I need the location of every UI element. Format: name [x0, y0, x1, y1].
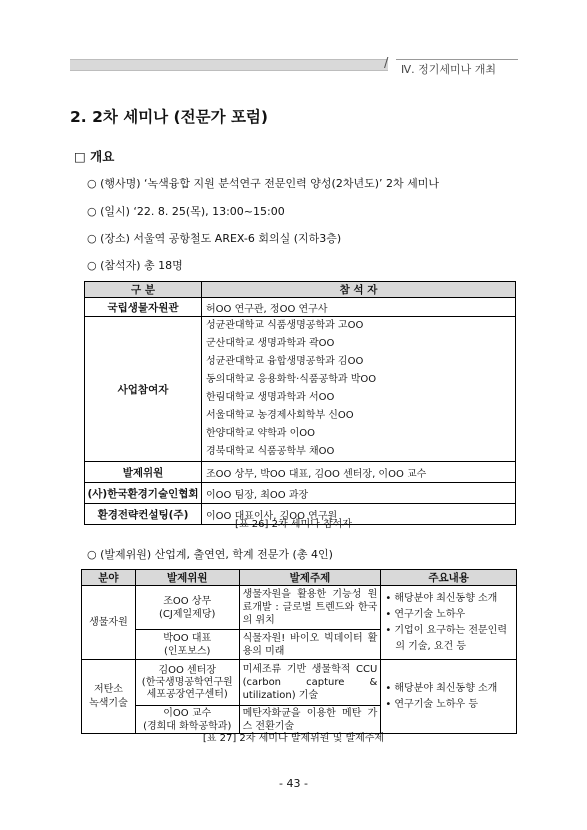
header-line	[396, 59, 518, 60]
subsection-title: □ 개요	[74, 149, 115, 164]
section-title: 2. 2차 세미나 (전문가 포럼)	[70, 108, 268, 126]
presenter-cell: 박OO 대표 (인포보스)	[135, 630, 239, 660]
presenter-cell: 조OO 상무 (CJ제일제당)	[135, 586, 239, 630]
attendee-cell: 이OO 팀장, 최OO 과장	[202, 483, 516, 504]
org-cell: 발제위원	[85, 462, 202, 483]
table-header: 발제위원	[135, 570, 239, 586]
org-cell: (사)한국환경기술인협회	[85, 483, 202, 504]
topic-cell: 메탄자화균을 이용한 메탄 가스 전환기술	[239, 706, 381, 734]
bullet-attendees: ○ (참석자) 총 18명	[87, 259, 183, 272]
header-divider: /	[384, 56, 389, 71]
header-bar	[70, 59, 388, 71]
field-cell: 생물자원	[82, 586, 136, 660]
list-item: 한양대학교 약학과 이OO	[206, 428, 316, 439]
attendees-table	[84, 281, 516, 525]
presenter-cell: 이OO 교수 (경희대 화학공학과)	[135, 706, 239, 734]
bullet-venue: ○ (장소) 서울역 공항철도 AREX-6 회의실 (지하3층)	[87, 232, 342, 245]
presenters-intro: ○ (발제위원) 산업계, 출연연, 학계 전문가 (총 4인)	[87, 548, 333, 561]
attendee-list	[202, 317, 516, 462]
list-item: 한림대학교 생명과학과 서OO	[206, 392, 335, 403]
list-item: • 연구기술 노하우	[385, 608, 466, 620]
list-item: 성균관대학교 융합생명공학과 김OO	[206, 356, 364, 367]
list-item: 군산대학교 생명과학과 곽OO	[206, 338, 335, 349]
table-caption: [표 26] 2차 세미나 참석자	[235, 519, 352, 530]
attendee-cell: 허OO 연구관, 정OO 연구사	[202, 298, 516, 317]
bullet-date: ○ (일시) ‘22. 8. 25(목), 13:00~15:00	[87, 205, 285, 218]
topic-cell: 생물자원을 활용한 기능성 원료개발 : 글로벌 트렌드와 한국의 위치	[239, 586, 381, 630]
table-caption: [표 27] 2차 세미나 발제위원 및 발제주제	[202, 733, 385, 744]
presenter-cell: 김OO 센터장 (한국생명공학연구원 세포공장연구센터)	[135, 660, 239, 706]
org-cell: 사업참여자	[85, 317, 202, 462]
attendee-cell: 조OO 상무, 박OO 대표, 김OO 센터장, 이OO 교수	[202, 462, 516, 483]
list-item: • 해당분야 최신동향 소개	[385, 592, 498, 604]
list-item: 경북대학교 식품공학부 채OO	[206, 446, 335, 457]
table-header: 주요내용	[381, 570, 517, 586]
content-cell	[381, 586, 517, 660]
org-cell: 환경전략컨설팅(주)	[85, 504, 202, 525]
content-cell	[381, 660, 517, 734]
table-header: 참 석 자	[202, 282, 516, 298]
org-cell: 국립생물자원관	[85, 298, 202, 317]
table-header: 분야	[82, 570, 136, 586]
topic-cell: 미세조류 기반 생물학적 CCU (carbon capture & utilization) 기술	[239, 660, 381, 706]
field-cell: 저탄소 녹색기술	[82, 660, 136, 734]
attendee-cell: 이OO 대표이사, 김OO 연구원	[202, 504, 516, 525]
list-item: • 해당분야 최신동향 소개	[385, 682, 498, 694]
topic-cell: 식물자원! 바이오 빅데이터 활용의 미래	[239, 630, 381, 660]
presenters-table	[81, 569, 517, 734]
list-item: 동의대학교 응용화학·식품공학과 박OO	[206, 374, 377, 385]
bullet-event-name: ○ (행사명) ‘녹색융합 지원 분석연구 전문인력 양성(2차년도)’ 2차 세미나	[87, 177, 440, 190]
chapter-title: Ⅳ. 정기세미나 개최	[401, 63, 497, 76]
table-header: 구 분	[85, 282, 202, 298]
list-item: 서울대학교 농경제사회학부 신OO	[206, 410, 354, 421]
list-item: 성균관대학교 식품생명공학과 고OO	[206, 320, 364, 331]
list-item: • 기업이 요구하는 전문인력의 기술, 요건 등	[385, 624, 508, 652]
page-number: - 43 -	[279, 777, 308, 790]
table-header: 발제주제	[239, 570, 381, 586]
list-item: • 연구기술 노하우 등	[385, 698, 479, 710]
